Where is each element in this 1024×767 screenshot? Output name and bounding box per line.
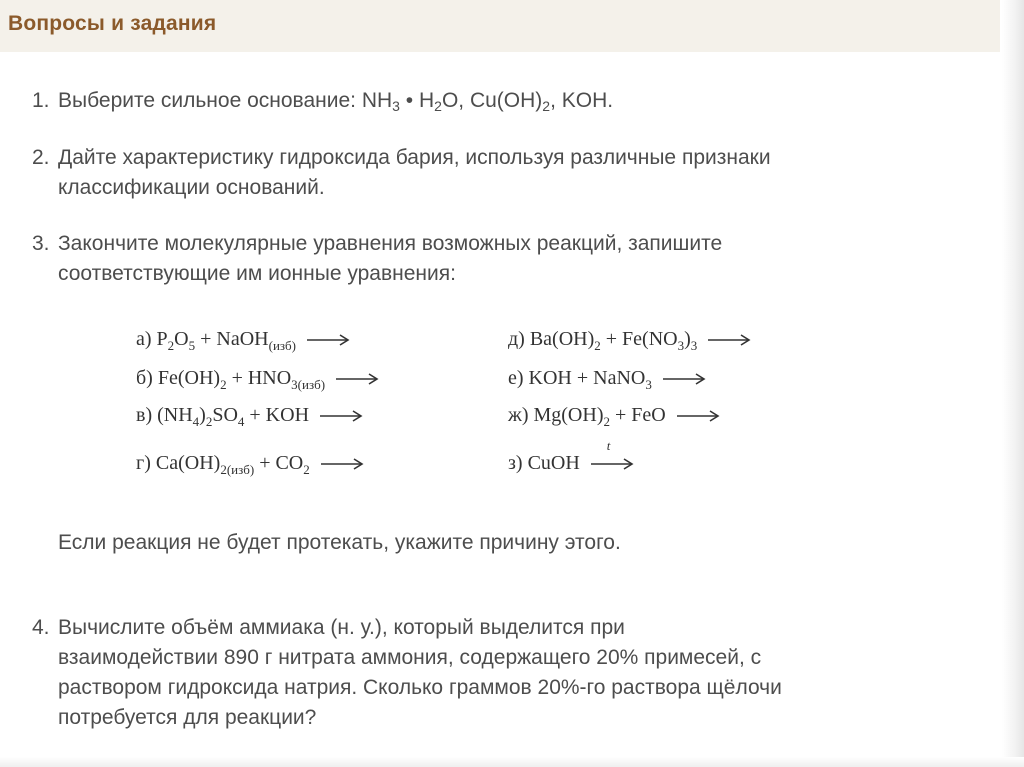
equation-d: д) $Ba(OH)_2 + Fe(NO_3)_3$ bbox=[508, 328, 752, 351]
question-number: 3. bbox=[32, 232, 50, 255]
heating-label: t bbox=[606, 438, 611, 453]
question-4: 4. Вычислите объём аммиака (н. у.), который выделится при взаимодействии 890 г нитрата аммония, содержащего 20% примесей, с раствором гидроксида натрия. Сколько граммов 20%-го раствора щёлочи потребуется для реакции? bbox=[32, 613, 912, 733]
reaction-arrow-icon bbox=[663, 367, 707, 390]
page-title: Вопросы и задания bbox=[8, 12, 217, 35]
equation-b: б) $Fe(OH)_2 + HNO_{3(изб)}$ bbox=[136, 367, 380, 390]
question-2: 2. Дайте характеристику гидроксида бария, используя различные признаки классификации оснований. bbox=[32, 143, 912, 203]
question-number: 2. bbox=[32, 146, 50, 169]
heating-arrow-icon bbox=[591, 438, 635, 475]
page-bottom-shadow bbox=[0, 757, 1024, 767]
reaction-arrow-icon bbox=[321, 452, 365, 475]
equation-v: в) $(NH_4)_2SO_4$ + KOH bbox=[136, 404, 364, 427]
reaction-arrow-icon bbox=[677, 404, 721, 427]
page-edge-shadow bbox=[1002, 0, 1024, 767]
reaction-arrow-icon bbox=[336, 367, 380, 390]
equation-a: а) $P_2O_5$ + NaOH$_{(изб)}$ bbox=[136, 328, 351, 351]
question-1: 1. Выберите сильное основание: $NH_3$ • $H_2O$, $Cu(OH)_2$, KOH. bbox=[32, 86, 912, 116]
header-bar bbox=[0, 0, 1000, 52]
equation-e: е) KOH + NaNO$_3$ bbox=[508, 367, 707, 390]
equation-zh: ж) $Mg(OH)_2$ + FeO bbox=[508, 404, 721, 427]
reaction-arrow-icon bbox=[307, 328, 351, 351]
question-number: 1. bbox=[32, 89, 50, 112]
equation-z: з) CuOH t bbox=[508, 452, 635, 475]
question-number: 4. bbox=[32, 616, 50, 639]
note-text: Если реакция не будет протекать, укажите причину этого. bbox=[58, 531, 621, 554]
question-3: 3. Закончите молекулярные уравнения возможных реакций, запишите соответствующие им ионные уравнения: bbox=[32, 229, 912, 289]
reaction-arrow-icon bbox=[708, 328, 752, 351]
reaction-arrow-icon bbox=[320, 404, 364, 427]
equation-g: г) $Ca(OH)_{2(изб)} + CO_2$ bbox=[136, 452, 365, 475]
